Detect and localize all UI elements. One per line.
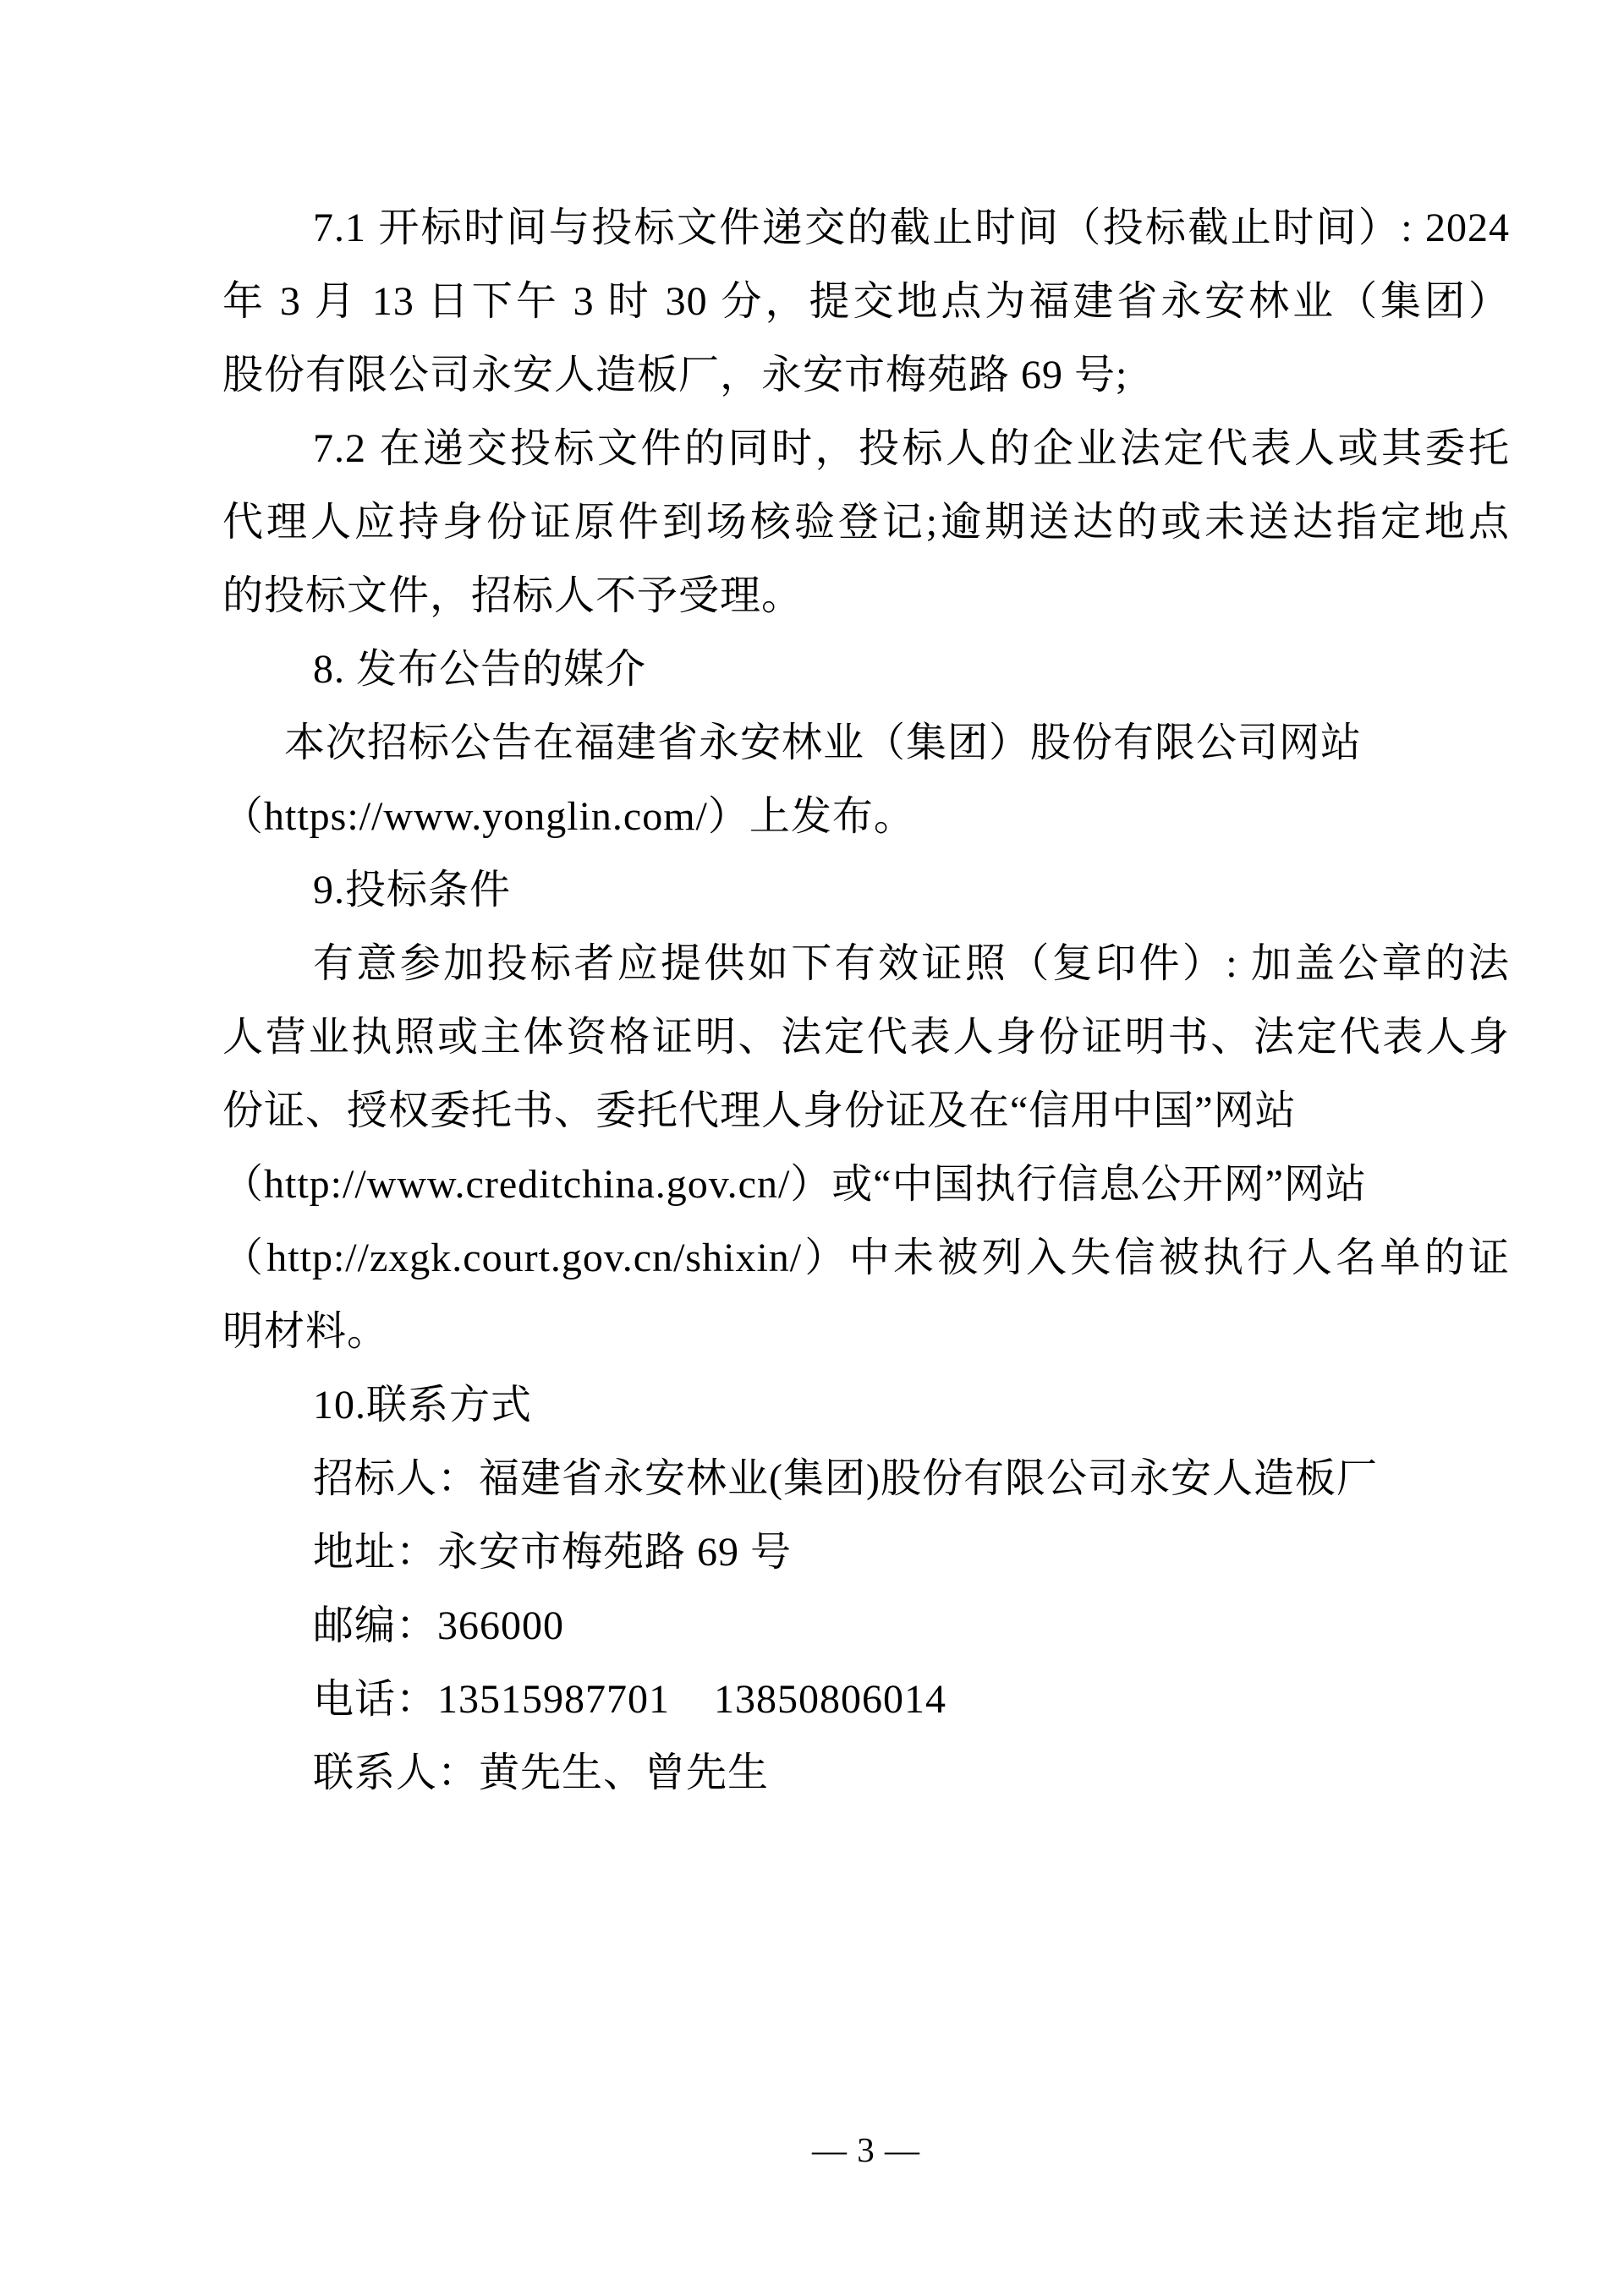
para-9-line: 有意参加投标者应提供如下有效证照（复印件）: 加盖公章的法: [313, 941, 1510, 986]
contact-postcode-line: 邮编：366000: [313, 1603, 565, 1648]
contact-address-line: 地址：永安市梅苑路 69 号: [313, 1530, 793, 1575]
heading-section-9: 9.投标条件: [313, 868, 512, 912]
para-7-2-line: 7.2 在递交投标文件的同时，投标人的企业法定代表人或其委托: [313, 426, 1510, 471]
para-9-line: 份证、授权委托书、委托代理人身份证及在“信用中国”网站: [222, 1088, 1297, 1133]
contact-bidder-line: 招标人：福建省永安林业(集团)股份有限公司永安人造板厂: [313, 1456, 1378, 1501]
para-7-1-line: 股份有限公司永安人造板厂，永安市梅苑路 69 号;: [222, 353, 1128, 397]
para-7-2-line: 代理人应持身份证原件到场核验登记;逾期送达的或未送达指定地点: [222, 500, 1510, 545]
heading-section-8: 8. 发布公告的媒介: [313, 647, 647, 692]
para-8-line: （https://www.yonglin.com/）上发布。: [222, 794, 915, 839]
para-9-line: （http://www.creditchina.gov.cn/）或“中国执行信息公开网”网站: [222, 1162, 1367, 1207]
para-9-line: （http://zxgk.court.gov.cn/shixin/）中未被列入失信被执行人名单的证: [222, 1236, 1510, 1280]
para-7-1-line: 7.1 开标时间与投标文件递交的截止时间（投标截止时间）: 2024: [313, 205, 1510, 250]
para-7-2-line: 的投标文件，招标人不予受理。: [222, 573, 804, 618]
para-9-line: 人营业执照或主体资格证明、法定代表人身份证明书、法定代表人身: [222, 1015, 1510, 1060]
para-8-line: 本次招标公告在福建省永安林业（集团）股份有限公司网站: [284, 721, 1363, 765]
para-7-1-line: 年 3 月 13 日下午 3 时 30 分，提交地点为福建省永安林业（集团）: [222, 279, 1510, 324]
contact-phone-line: 电话：13515987701 13850806014: [313, 1677, 947, 1722]
document-body: [222, 191, 1510, 1810]
page-number: — 3 —: [812, 2130, 920, 2169]
heading-section-10: 10.联系方式: [313, 1383, 533, 1427]
contact-person-line: 联系人：黄先生、曾先生: [313, 1751, 770, 1795]
para-9-line: 明材料。: [222, 1309, 389, 1354]
